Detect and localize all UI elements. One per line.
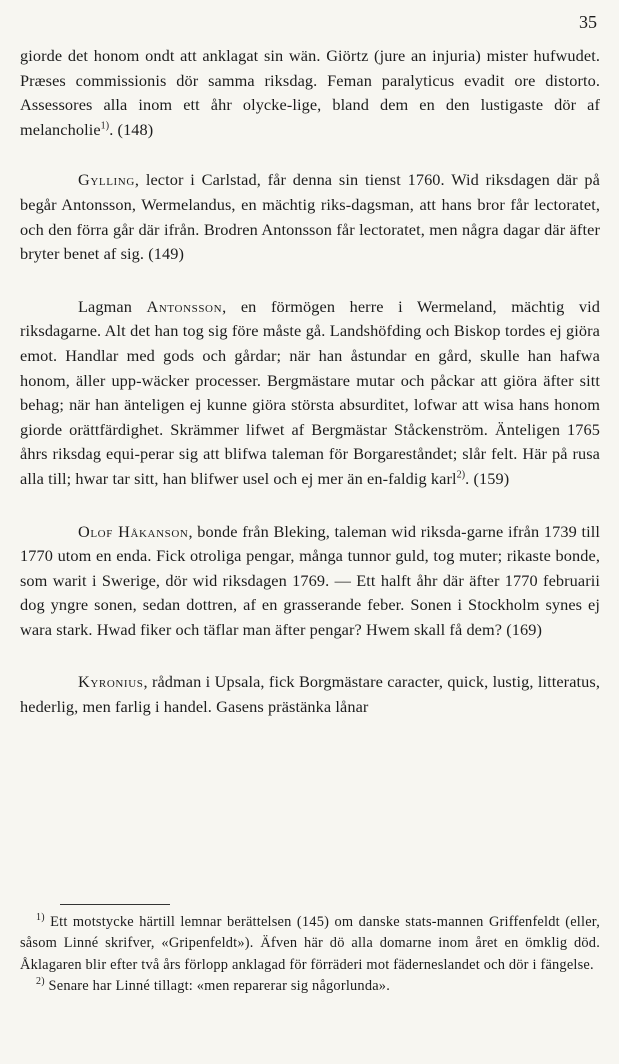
paragraph-gylling-text: , lector i Carlstad, får denna sin tienst 1760. Wid riksdagen där på begår Antonsson, Wermelandus, en mächtig riks-dagsman, att hans bror får lectoratet, och den förra går där ifrån. Brodren Antonsson får lectoratet, men några dagar där äfter bryter benet af sig. (149) [20, 170, 600, 264]
paragraph-gylling [20, 168, 600, 266]
paragraph-kyronius-text: , rådman i Upsala, fick Borgmästare caracter, quick, lustig, litteratus, hederlig, men farlig i handel. Gasens prästänka lånar [20, 672, 600, 717]
name-gylling: Gylling [78, 170, 135, 190]
footnote-ref-1: 1) [100, 120, 110, 132]
footnotes [20, 912, 600, 997]
footnote-2 [20, 976, 600, 997]
footnote-ref-2: 2) [456, 469, 466, 481]
paragraph-antonsson [20, 295, 600, 492]
name-kyronius: Kyronius [78, 672, 144, 692]
body-text [20, 44, 600, 748]
paragraph-antonsson-tail: . (159) [465, 468, 510, 488]
footnote-1-text: Ett motstycke härtill lemnar berättelsen (145) om danske stats-mannen Griffenfeldt (eller, såsom Linné skrifver, «Gripenfeldt»). Äfven här dö alla domarne inom året en ömklig död. Åklagaren blir efter två års förlopp anklagad för förräderi mot fäderneslandet och dör i fängelse. [20, 914, 600, 973]
name-hakanson: Olof Håkanson [78, 521, 189, 541]
footnote-1 [20, 912, 600, 976]
paragraph-antonsson-lead: Lagman [78, 296, 147, 316]
paragraph-1 [20, 44, 600, 142]
footnote-rule [60, 904, 170, 905]
name-antonsson: Antonsson [146, 296, 223, 316]
page-number: 35 [579, 12, 597, 32]
paragraph-1-text: giorde det honom ondt att anklagat sin wän. Giörtz (jure an injuria) mister hufwudet. Præses commissionis dör samma riksdag. Feman paralyticus evadit ore distorto. Assessores alla inom ett åhr olycke-lige, bland dem en den lustigaste dör af melancholie [20, 46, 600, 139]
paragraph-hakanson [20, 520, 600, 643]
paragraph-kyronius [20, 670, 600, 719]
footnote-1-mark: 1) [36, 912, 45, 924]
paragraph-1-tail: . (148) [109, 119, 154, 139]
footnote-2-mark: 2) [36, 976, 45, 988]
footnote-2-text: Senare har Linné tillagt: «men reparerar sig någorlunda». [44, 977, 390, 994]
paragraph-antonsson-text: , en förmögen herre i Wermeland, mächtig vid riksdagarne. Alt det han tog sig före måste gå. Landshöfding och Biskop tordes ej giöra emot. Handlar med gods och gårdar; när han åstundar en gård, skulle han hafwa honom, äller upp-wäcker processer. Bergmästare mutar och påckar att giöra äfter sitt behag; när han änteligen ej kunne giöra största absurditet, lofwar att wisa hans honom giorde orättfärdighet. Skrämmer lifwet af Bergmästar Ståckenström. Änteligen 1765 åhrs riksdag equi-perar sig att blifwa taleman för Borgareståndet; slår felt. Här på rusa alla till; hwar tar sitt, han blifwer usel och ej mer än en-faldig karl [20, 296, 600, 488]
paragraph-hakanson-text: , bonde från Bleking, taleman wid riksda-garne ifrån 1739 till 1770 utom en enda. Fick otroliga pengar, många tunnor guld, tog muter; rikaste bonde, som warit i Swerige, dör wid riksdagen 1769. — Ett halft åhr där äfter 1770 februarii dog yngre sonen, sedan dottren, af en grasserande feber. Sonen i Stockholm synes ej wara stark. Hwad fiker och täflar man äfter pengar? Hwem skall få dem? (169) [20, 521, 600, 639]
